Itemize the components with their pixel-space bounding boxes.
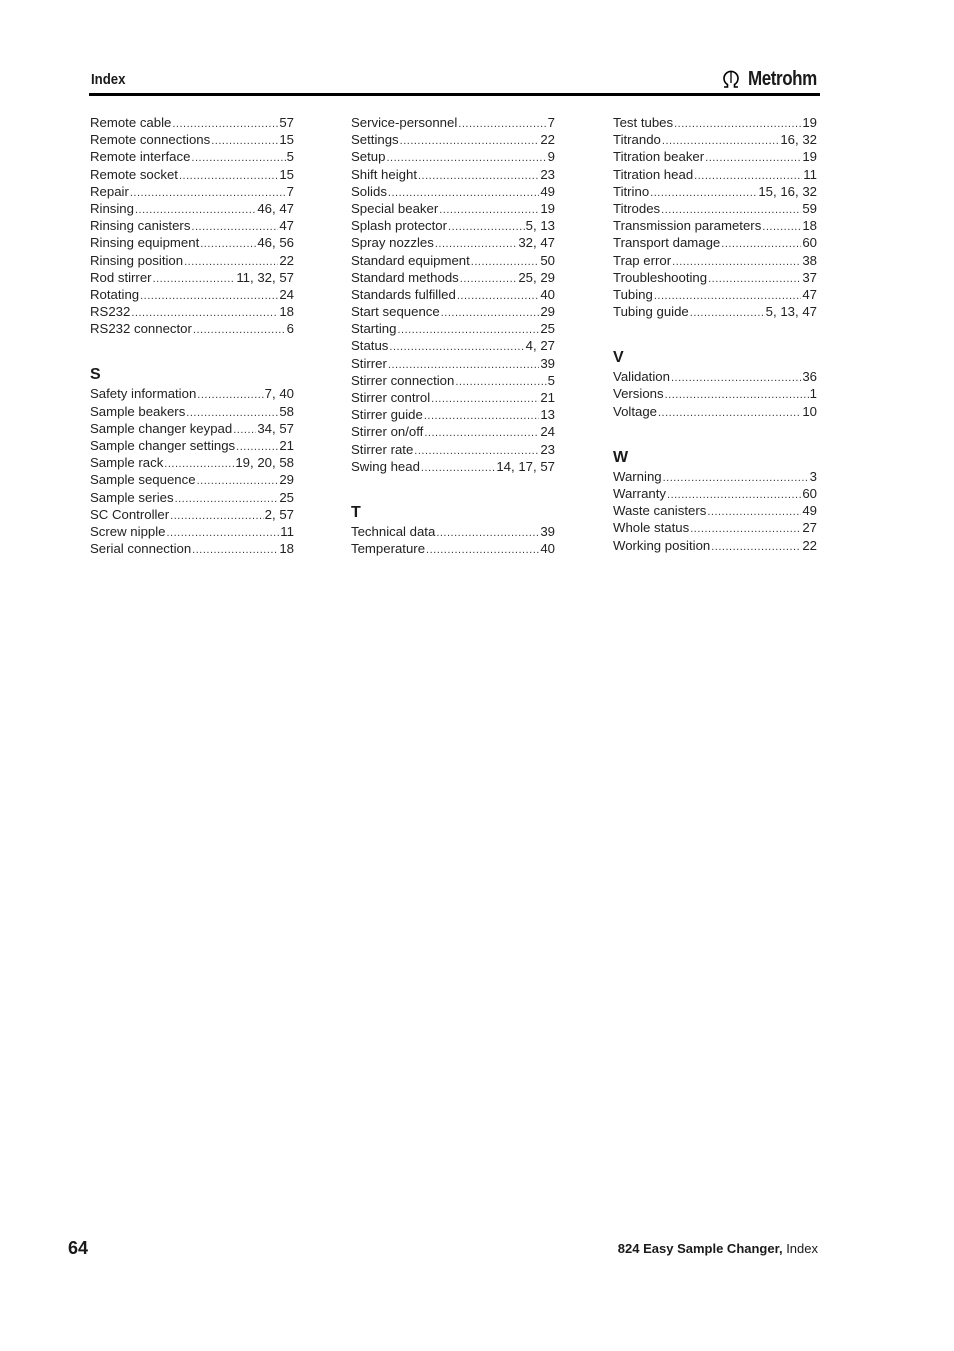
index-entry bbox=[351, 423, 555, 440]
index-entry bbox=[613, 502, 817, 519]
entry-pages: 22 bbox=[802, 537, 817, 553]
entry-term: Tubing bbox=[613, 286, 653, 302]
index-entry bbox=[90, 234, 294, 251]
index-entry bbox=[351, 200, 555, 217]
entry-pages: 15 bbox=[279, 132, 294, 148]
entry-term: Sample changer keypad bbox=[90, 420, 233, 436]
dot-leader bbox=[192, 542, 278, 559]
entry-term: Starting bbox=[351, 321, 397, 337]
dot-leader bbox=[707, 504, 801, 521]
index-group bbox=[613, 114, 817, 320]
entry-pages: 11, 32, 57 bbox=[236, 269, 294, 285]
entry-pages: 5 bbox=[286, 149, 294, 165]
entry-pages: 23 bbox=[540, 441, 555, 457]
section-letter: T bbox=[351, 503, 361, 521]
entry-pages: 24 bbox=[279, 286, 294, 302]
dot-leader bbox=[457, 288, 539, 305]
index-entry bbox=[613, 200, 817, 217]
index-entry bbox=[613, 403, 817, 420]
index-entry bbox=[613, 519, 817, 536]
entry-pages: 24 bbox=[540, 424, 555, 440]
index-entry bbox=[351, 148, 555, 165]
entry-term: Rinsing position bbox=[90, 252, 184, 268]
dot-leader bbox=[705, 150, 801, 167]
index-entry bbox=[351, 406, 555, 423]
index-entry bbox=[351, 166, 555, 183]
index-entry bbox=[613, 537, 817, 554]
entry-term: Remote cable bbox=[90, 115, 172, 130]
index-entry bbox=[613, 368, 817, 385]
dot-leader bbox=[671, 370, 801, 387]
entry-term: Standard methods bbox=[351, 269, 459, 285]
entry-pages: 14, 17, 57 bbox=[496, 458, 555, 474]
dot-leader bbox=[400, 133, 540, 150]
entry-pages: 15 bbox=[279, 166, 294, 182]
entry-term: Versions bbox=[613, 386, 664, 402]
index-entry bbox=[351, 131, 555, 148]
dot-leader bbox=[431, 391, 539, 408]
entry-term: Technical data bbox=[351, 523, 436, 539]
entry-term: Troubleshooting bbox=[613, 269, 708, 285]
entry-term: RS232 bbox=[90, 304, 131, 320]
entry-term: Rod stirrer bbox=[90, 269, 152, 285]
footer-section: Index bbox=[786, 1241, 818, 1256]
index-entry bbox=[90, 148, 294, 165]
entry-term: Remote socket bbox=[90, 166, 178, 182]
index-entry bbox=[351, 458, 555, 475]
index-group bbox=[90, 114, 294, 337]
index-entry bbox=[613, 234, 817, 251]
dot-leader bbox=[140, 288, 278, 305]
entry-term: Sample series bbox=[90, 489, 174, 505]
entry-term: Rinsing equipment bbox=[90, 235, 200, 251]
index-entry bbox=[90, 320, 294, 337]
entry-pages: 22 bbox=[540, 132, 555, 148]
entry-pages: 29 bbox=[279, 472, 294, 488]
entry-term: Safety information bbox=[90, 386, 197, 402]
entry-term: Stirrer connection bbox=[351, 372, 455, 388]
dot-leader bbox=[436, 525, 539, 542]
entry-term: Service-personnel bbox=[351, 115, 458, 130]
dot-leader bbox=[441, 305, 540, 322]
entry-pages: 15, 16, 32 bbox=[758, 183, 817, 199]
index-group bbox=[613, 445, 817, 554]
index-entry bbox=[613, 286, 817, 303]
entry-term: Titration head bbox=[613, 166, 694, 182]
dot-leader bbox=[455, 374, 546, 391]
entry-term: Titrando bbox=[613, 132, 661, 148]
entry-term: Stirrer control bbox=[351, 390, 431, 405]
index-entry bbox=[351, 320, 555, 337]
entry-pages: 27 bbox=[802, 520, 817, 536]
entry-term: Screw nipple bbox=[90, 523, 166, 539]
index-entry bbox=[351, 355, 555, 372]
dot-leader bbox=[711, 539, 801, 556]
entry-pages: 5 bbox=[547, 372, 555, 388]
entry-pages: 60 bbox=[802, 235, 817, 251]
entry-pages: 59 bbox=[802, 200, 817, 216]
entry-term: Sample rack bbox=[90, 455, 164, 471]
entry-term: Stirrer bbox=[351, 355, 387, 371]
entry-term: Splash protector bbox=[351, 218, 448, 234]
index-entry bbox=[90, 217, 294, 234]
entry-pages: 9 bbox=[547, 149, 555, 165]
index-entry bbox=[351, 183, 555, 200]
entry-pages: 25, 29 bbox=[518, 269, 555, 285]
entry-pages: 57 bbox=[279, 115, 294, 130]
entry-term: Special beaker bbox=[351, 200, 439, 216]
entry-pages: 10 bbox=[802, 403, 817, 419]
entry-pages: 58 bbox=[279, 403, 294, 419]
index-entry bbox=[613, 166, 817, 183]
entry-pages: 38 bbox=[802, 252, 817, 268]
dot-leader bbox=[690, 305, 765, 322]
index-entry bbox=[90, 523, 294, 540]
entry-pages: 5, 13, 47 bbox=[765, 304, 817, 320]
entry-term: Repair bbox=[90, 183, 129, 199]
brand-name: Metrohm bbox=[748, 67, 817, 90]
entry-term: Warning bbox=[613, 468, 662, 484]
entry-term: Temperature bbox=[351, 541, 426, 557]
dot-leader bbox=[191, 150, 285, 167]
index-entry bbox=[90, 269, 294, 286]
entry-term: Remote interface bbox=[90, 149, 191, 165]
entry-term: Spray nozzles bbox=[351, 235, 434, 251]
entry-pages: 22 bbox=[279, 252, 294, 268]
dot-leader bbox=[421, 460, 495, 477]
index-column-3 bbox=[613, 114, 817, 579]
entry-pages: 18 bbox=[802, 218, 817, 234]
entry-pages: 3 bbox=[809, 468, 817, 484]
entry-pages: 6 bbox=[286, 321, 294, 337]
dot-leader bbox=[200, 236, 256, 253]
entry-pages: 50 bbox=[540, 252, 555, 268]
dot-leader bbox=[424, 408, 539, 425]
index-entry bbox=[613, 468, 817, 485]
entry-pages: 49 bbox=[802, 503, 817, 519]
index-entry bbox=[90, 506, 294, 523]
entry-pages: 21 bbox=[540, 390, 555, 405]
metrohm-omega-icon bbox=[720, 68, 742, 90]
dot-leader bbox=[424, 425, 539, 442]
entry-term: Stirrer on/off bbox=[351, 424, 424, 440]
dot-leader bbox=[153, 271, 236, 288]
index-entry bbox=[613, 183, 817, 200]
section-letter: V bbox=[613, 349, 624, 367]
entry-pages: 18 bbox=[279, 541, 294, 557]
entry-term: Sample sequence bbox=[90, 472, 196, 488]
entry-pages: 25 bbox=[540, 321, 555, 337]
entry-term: Sample beakers bbox=[90, 403, 186, 419]
entry-pages: 32, 47 bbox=[518, 235, 555, 251]
index-entry bbox=[351, 337, 555, 354]
index-entry bbox=[90, 385, 294, 402]
entry-term: Stirrer guide bbox=[351, 407, 423, 423]
entry-term: Rinsing bbox=[90, 200, 134, 216]
dot-leader bbox=[762, 219, 801, 236]
entry-term: Test tubes bbox=[613, 115, 674, 130]
entry-term: Whole status bbox=[613, 520, 690, 536]
header-rule bbox=[89, 93, 820, 96]
entry-term: Remote connections bbox=[90, 132, 211, 148]
dot-leader bbox=[650, 185, 757, 202]
index-column-2 bbox=[351, 114, 555, 582]
dot-leader bbox=[211, 133, 278, 150]
dot-leader bbox=[175, 491, 279, 508]
index-entry bbox=[90, 286, 294, 303]
entry-pages: 34, 57 bbox=[257, 420, 294, 436]
page-title: Index bbox=[91, 71, 126, 88]
entry-pages: 21 bbox=[279, 438, 294, 453]
entry-term: Sample changer settings bbox=[90, 438, 236, 453]
index-entry bbox=[351, 303, 555, 320]
entry-term: RS232 connector bbox=[90, 321, 192, 337]
index-entry bbox=[90, 200, 294, 217]
entry-term: Titrino bbox=[613, 183, 650, 199]
entry-pages: 2, 57 bbox=[264, 506, 294, 522]
index-entry bbox=[90, 437, 294, 454]
entry-term: Transport damage bbox=[613, 235, 721, 251]
index-group bbox=[613, 345, 817, 420]
entry-pages: 39 bbox=[540, 523, 555, 539]
entry-pages: 60 bbox=[802, 486, 817, 501]
entry-pages: 40 bbox=[540, 541, 555, 557]
entry-pages: 16, 32 bbox=[780, 132, 817, 148]
entry-term: Tubing guide bbox=[613, 304, 689, 320]
entry-pages: 11 bbox=[280, 523, 294, 539]
index-entry bbox=[90, 540, 294, 557]
entry-pages: 47 bbox=[279, 218, 294, 234]
entry-term: Swing head bbox=[351, 458, 420, 474]
dot-leader bbox=[426, 542, 539, 559]
entry-term: Titration beaker bbox=[613, 149, 705, 165]
index-entry bbox=[90, 420, 294, 437]
dot-leader bbox=[721, 236, 801, 253]
dot-leader bbox=[197, 473, 279, 490]
entry-pages: 5, 13 bbox=[525, 218, 555, 234]
index-entry bbox=[351, 217, 555, 234]
index-entry bbox=[613, 303, 817, 320]
entry-term: Validation bbox=[613, 369, 670, 385]
entry-term: Waste canisters bbox=[613, 503, 707, 519]
index-entry bbox=[90, 303, 294, 320]
index-entry bbox=[613, 148, 817, 165]
index-entry bbox=[90, 252, 294, 269]
entry-term: Status bbox=[351, 338, 389, 354]
index-entry bbox=[351, 372, 555, 389]
dot-leader bbox=[397, 322, 539, 339]
entry-term: Start sequence bbox=[351, 304, 440, 320]
entry-pages: 18 bbox=[279, 304, 294, 320]
index-entry bbox=[351, 252, 555, 269]
entry-pages: 7, 40 bbox=[264, 386, 294, 402]
dot-leader bbox=[389, 339, 524, 356]
index-entry bbox=[613, 269, 817, 286]
entry-pages: 7 bbox=[286, 183, 294, 199]
index-entry bbox=[351, 269, 555, 286]
index-entry bbox=[351, 441, 555, 458]
index-entry bbox=[90, 166, 294, 183]
dot-leader bbox=[233, 422, 256, 439]
entry-term: Settings bbox=[351, 132, 399, 148]
manual-title: 824 Easy Sample Changer, bbox=[617, 1241, 783, 1256]
entry-pages: 39 bbox=[540, 355, 555, 371]
index-entry bbox=[613, 131, 817, 148]
entry-pages: 23 bbox=[540, 166, 555, 182]
index-entry bbox=[90, 454, 294, 471]
entry-pages: 46, 47 bbox=[257, 200, 294, 216]
index-entry bbox=[90, 471, 294, 488]
index-entry bbox=[351, 523, 555, 540]
entry-pages: 37 bbox=[802, 269, 817, 285]
entry-pages: 46, 56 bbox=[257, 235, 294, 251]
entry-term: Stirrer rate bbox=[351, 441, 414, 457]
dot-leader bbox=[663, 470, 809, 487]
index-entry bbox=[613, 252, 817, 269]
index-entry bbox=[90, 489, 294, 506]
index-entry bbox=[613, 114, 817, 131]
entry-term: Serial connection bbox=[90, 541, 192, 557]
entry-pages: 13 bbox=[540, 407, 555, 423]
entry-pages: 11 bbox=[803, 166, 817, 182]
entry-term: Standard equipment bbox=[351, 252, 470, 268]
index-group bbox=[351, 114, 555, 475]
entry-pages: 19 bbox=[540, 200, 555, 216]
index-entry bbox=[90, 403, 294, 420]
section-letter: W bbox=[613, 448, 629, 466]
entry-term: Titrodes bbox=[613, 200, 661, 216]
index-group bbox=[351, 500, 555, 557]
entry-term: Working position bbox=[613, 537, 711, 553]
entry-term: Warranty bbox=[613, 486, 667, 501]
entry-term: Rinsing canisters bbox=[90, 218, 191, 234]
index-entry bbox=[90, 183, 294, 200]
dot-leader bbox=[439, 202, 539, 219]
index-entry bbox=[613, 217, 817, 234]
dot-leader bbox=[418, 168, 539, 185]
section-letter: S bbox=[90, 366, 101, 384]
dot-leader bbox=[448, 219, 525, 236]
index-entry bbox=[90, 114, 294, 131]
entry-term: SC Controller bbox=[90, 506, 170, 522]
entry-pages: 4, 27 bbox=[525, 338, 555, 354]
entry-term: Setup bbox=[351, 149, 386, 165]
entry-pages: 7 bbox=[547, 115, 555, 130]
entry-term: Trap error bbox=[613, 252, 672, 268]
entry-pages: 25 bbox=[279, 489, 294, 505]
index-entry bbox=[613, 485, 817, 502]
index-entry bbox=[351, 234, 555, 251]
entry-pages: 19, 20, 58 bbox=[235, 455, 294, 471]
entry-term: Solids bbox=[351, 183, 387, 199]
dot-leader bbox=[658, 405, 801, 422]
dot-leader bbox=[179, 168, 278, 185]
dot-leader bbox=[458, 116, 546, 133]
dot-leader bbox=[193, 322, 286, 339]
index-entry bbox=[90, 131, 294, 148]
page-number: 64 bbox=[68, 1238, 89, 1258]
footer-title bbox=[618, 1241, 818, 1256]
entry-pages: 19 bbox=[802, 149, 817, 165]
entry-term: Standards fulfilled bbox=[351, 286, 456, 302]
index-entry bbox=[351, 540, 555, 557]
index-entry bbox=[613, 385, 817, 402]
index-entry bbox=[351, 114, 555, 131]
dot-leader bbox=[708, 271, 801, 288]
brand-logo bbox=[720, 66, 829, 92]
entry-pages: 36 bbox=[802, 369, 817, 385]
index-entry bbox=[351, 389, 555, 406]
index-entry bbox=[351, 286, 555, 303]
entry-pages: 19 bbox=[802, 115, 817, 130]
entry-term: Voltage bbox=[613, 403, 657, 419]
entry-pages: 47 bbox=[802, 286, 817, 302]
dot-leader bbox=[460, 271, 518, 288]
index-column-1 bbox=[90, 114, 294, 582]
entry-pages: 29 bbox=[540, 304, 555, 320]
entry-pages: 40 bbox=[540, 286, 555, 302]
entry-term: Rotating bbox=[90, 286, 140, 302]
dot-leader bbox=[665, 387, 809, 404]
entry-term: Shift height bbox=[351, 166, 417, 182]
index-group bbox=[90, 362, 294, 557]
dot-leader bbox=[170, 508, 264, 525]
entry-pages: 49 bbox=[540, 183, 555, 199]
entry-pages: 1 bbox=[809, 386, 817, 402]
dot-leader bbox=[197, 387, 263, 404]
entry-term: Transmission parameters bbox=[613, 218, 762, 234]
